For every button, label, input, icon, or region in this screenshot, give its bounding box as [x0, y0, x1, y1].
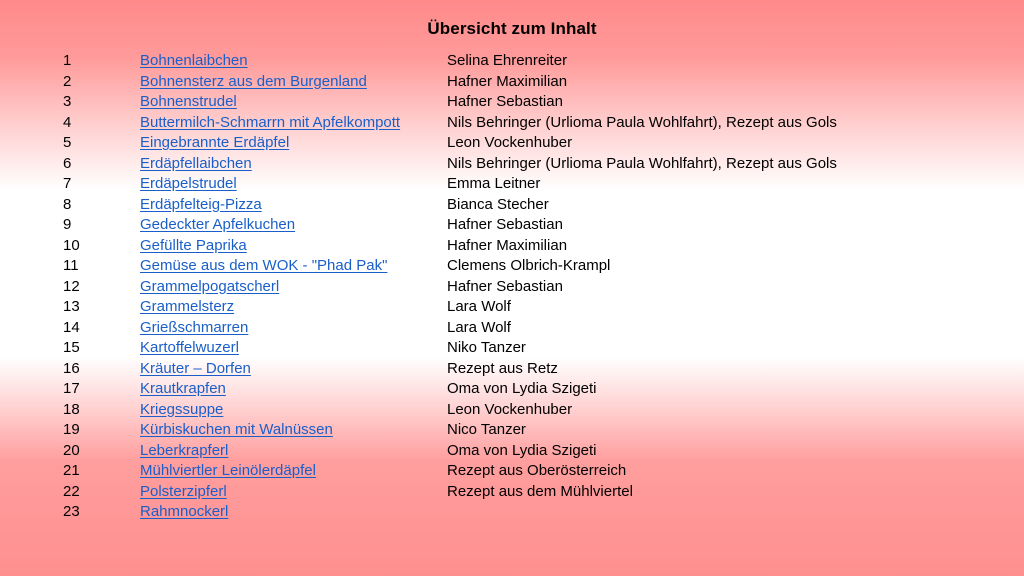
toc-row [63, 174, 963, 195]
author-text: Hafner Maximilian [447, 72, 568, 90]
toc-row [63, 359, 963, 380]
row-number: 3 [63, 93, 72, 110]
row-number: 9 [63, 216, 72, 233]
recipe-link[interactable]: Erdäpfellaibchen [140, 154, 252, 172]
row-number: 11 [63, 257, 79, 274]
recipe-link[interactable]: Eingebrannte Erdäpfel [140, 134, 290, 151]
author-text: Lara Wolf [447, 298, 511, 315]
row-number: 2 [63, 72, 72, 90]
toc-row [63, 256, 963, 277]
author-text: Rezept aus dem Mühlviertel [447, 482, 633, 500]
recipe-link[interactable]: Grammelpogatscherl [140, 277, 280, 295]
author-text: Leon Vockenhuber [447, 400, 573, 418]
row-number: 17 [63, 380, 80, 397]
page-title: Übersicht zum Inhalt [427, 19, 597, 38]
author-text: Lara Wolf [447, 318, 511, 336]
row-number: 14 [63, 318, 80, 336]
recipe-link[interactable]: Leberkrapferl [140, 441, 229, 459]
author-text: Rezept aus Oberösterreich [447, 462, 627, 479]
author-text: Hafner Maximilian [447, 236, 568, 254]
recipe-link[interactable]: Gemüse aus dem WOK - "Phad Pak" [140, 257, 388, 274]
recipe-link[interactable]: Kriegssuppe [140, 400, 224, 418]
recipe-link[interactable]: Bohnenlaibchen [140, 52, 248, 69]
row-number: 19 [63, 421, 80, 438]
toc-row [63, 72, 963, 93]
toc-row [63, 92, 963, 113]
author-text: Nico Tanzer [447, 421, 526, 438]
toc-row [63, 236, 963, 257]
toc-row [63, 195, 963, 216]
toc-row [63, 113, 963, 134]
author-text: Oma von Lydia Szigeti [447, 441, 597, 459]
toc-row [63, 482, 963, 503]
toc-row [63, 51, 963, 72]
toc-row [63, 379, 963, 400]
recipe-link[interactable]: Bohnensterz aus dem Burgenland [140, 72, 367, 90]
row-number: 12 [63, 277, 80, 295]
recipe-link[interactable]: Kürbiskuchen mit Walnüssen [140, 421, 333, 438]
recipe-link[interactable]: Kartoffelwuzerl [140, 339, 239, 356]
toc-row [63, 297, 963, 318]
row-number: 18 [63, 400, 80, 418]
author-text: Rezept aus Retz [447, 359, 558, 377]
toc-row [63, 277, 963, 298]
recipe-link[interactable]: Bohnenstrudel [140, 93, 237, 110]
row-number: 15 [63, 339, 80, 356]
toc-row [63, 338, 963, 359]
row-number: 4 [63, 113, 72, 131]
row-number: 5 [63, 134, 72, 151]
author-text: Nils Behringer (Urlioma Paula Wohlfahrt), Rezept aus Gols [447, 154, 837, 172]
recipe-link[interactable]: Buttermilch-Schmarrn mit Apfelkompott [140, 113, 401, 131]
toc-row [63, 318, 963, 339]
toc-row [63, 154, 963, 175]
row-number: 20 [63, 441, 80, 459]
table-of-contents [63, 51, 963, 523]
recipe-link[interactable]: Kräuter – Dorfen [140, 359, 251, 377]
recipe-link[interactable]: Mühlviertler Leinölerdäpfel [140, 462, 316, 479]
row-number: 21 [63, 462, 80, 479]
row-number: 7 [63, 175, 72, 192]
recipe-link[interactable]: Gedeckter Apfelkuchen [140, 216, 296, 233]
recipe-link[interactable]: Grammelsterz [140, 298, 235, 315]
toc-row [63, 420, 963, 441]
author-text: Hafner Sebastian [447, 216, 563, 233]
author-text: Hafner Sebastian [447, 93, 563, 110]
author-text: Selina Ehrenreiter [447, 52, 568, 69]
author-text: Bianca Stecher [447, 195, 549, 213]
recipe-link[interactable]: Erdäpfelteig-Pizza [140, 195, 262, 213]
author-text: Hafner Sebastian [447, 277, 563, 295]
toc-row [63, 215, 963, 236]
toc-row [63, 400, 963, 421]
recipe-link[interactable]: Grießschmarren [140, 318, 249, 336]
recipe-link[interactable]: Erdäpelstrudel [140, 175, 237, 192]
row-number: 13 [63, 298, 80, 315]
toc-row [63, 133, 963, 154]
author-text: Niko Tanzer [447, 339, 526, 356]
author-text: Oma von Lydia Szigeti [447, 380, 597, 397]
recipe-link[interactable]: Krautkrapfen [140, 380, 226, 397]
recipe-link[interactable]: Rahmnockerl [140, 503, 229, 520]
row-number: 16 [63, 359, 80, 377]
author-text: Clemens Olbrich-Krampl [447, 257, 611, 274]
toc-row [63, 441, 963, 462]
row-number: 10 [63, 236, 80, 254]
row-number: 22 [63, 482, 80, 500]
row-number: 23 [63, 503, 80, 520]
recipe-link[interactable]: Gefüllte Paprika [140, 236, 247, 254]
toc-row [63, 502, 963, 523]
author-text: Leon Vockenhuber [447, 134, 573, 151]
row-number: 8 [63, 195, 72, 213]
author-text: Nils Behringer (Urlioma Paula Wohlfahrt), Rezept aus Gols [447, 113, 837, 131]
toc-row [63, 461, 963, 482]
author-text: Emma Leitner [447, 175, 541, 192]
row-number: 6 [63, 154, 72, 172]
row-number: 1 [63, 52, 72, 69]
recipe-link[interactable]: Polsterzipferl [140, 482, 227, 500]
